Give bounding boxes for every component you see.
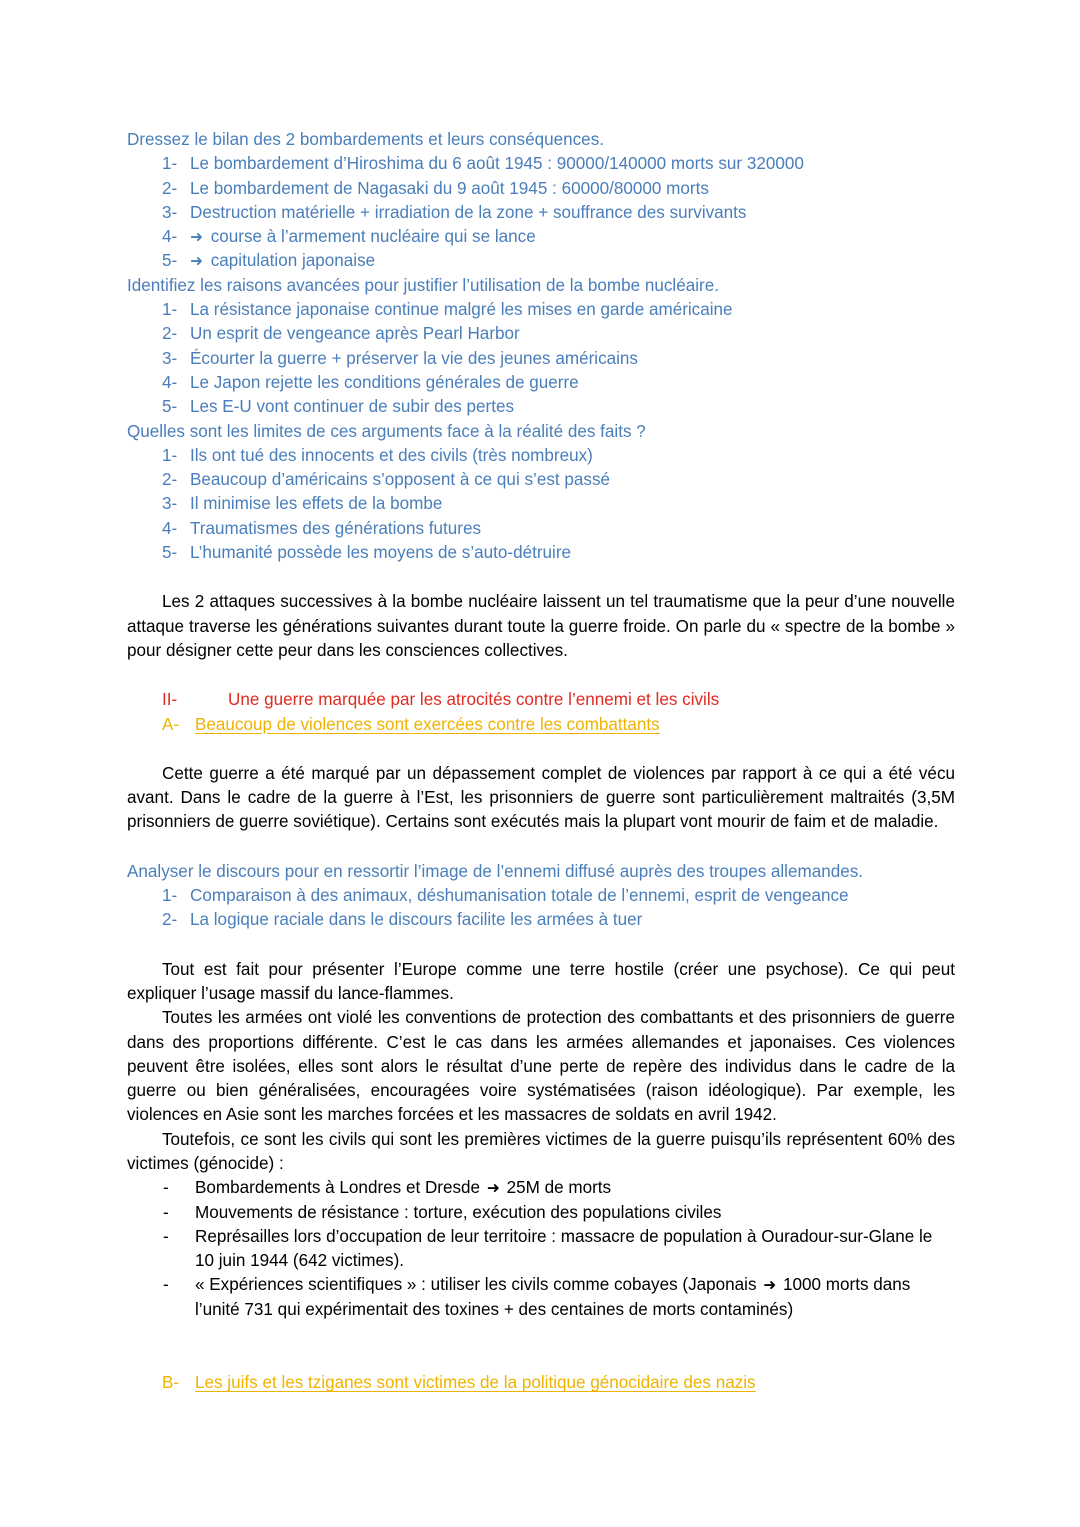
list-item [127, 884, 955, 908]
list-item-label: Traumatismes des générations futures [190, 518, 482, 538]
list-item-label: Beaucoup d’américains s’opposent à ce qui s’est passé [190, 470, 610, 490]
list-item-label: L’humanité possède les moyens de s’auto-détruire [190, 543, 572, 563]
prompt-question-1: Dressez le bilan des 2 bombardements et leurs conséquences. [127, 130, 604, 149]
arrow-right-icon: ➜ [190, 252, 203, 271]
civil-victims-list [127, 1176, 955, 1322]
list-marker: 5- [162, 543, 178, 563]
list-marker: 3- [162, 202, 178, 222]
list-marker: 4- [162, 227, 178, 247]
list-item [127, 177, 955, 201]
heading-section-2-number: II- [162, 690, 178, 710]
list-item-label: course à l’armement nucléaire qui se lance [210, 227, 536, 247]
paragraph-civils: Toutefois, ce sont les civils qui sont les premières victimes de la guerre puisqu’ils représentent 60% des victimes (génocide) : [127, 1129, 955, 1173]
list-marker: - [163, 1275, 169, 1295]
list-item-label: Le Japon rejette les conditions générales de guerre [190, 372, 579, 392]
list-item-label: Bombardements à Londres et Dresde [195, 1178, 481, 1198]
list-marker: 3- [162, 348, 178, 368]
paragraph-violences: Cette guerre a été marqué par un dépassement complet de violences par rapport à ce qui a été vécu avant. Dans le cadre de la guerre à l’Est, les prisonniers de guerre sont particulièrement maltraités (3,5M prisonniers de guerre soviétique). Certains sont exécutés mais la plupart vont mourir de faim et de maladie. [127, 763, 955, 832]
list-marker: 1- [162, 886, 178, 906]
prompt-question-4: Analyser le discours pour en ressortir l’image de l’ennemi diffusé auprès des troupes allemandes. [127, 861, 864, 881]
list-item [127, 468, 955, 492]
list-marker: 2- [162, 470, 178, 490]
arrow-right-icon: ➜ [763, 1276, 777, 1295]
list-item [127, 1176, 955, 1200]
list-item-label: « Expériences scientifiques » : utiliser les civils comme cobayes (Japonais [195, 1275, 757, 1295]
list-item-label: Comparaison à des animaux, déshumanisation totale de l’ennemi, esprit de vengeance [190, 886, 849, 906]
heading-subsection-b [127, 1371, 955, 1395]
list-item [127, 152, 955, 176]
list-item [127, 517, 955, 541]
list-item [127, 395, 955, 419]
list-marker: 3- [162, 494, 178, 514]
list-item-label: Destruction matérielle + irradiation de la zone + souffrance des survivants [190, 202, 747, 222]
heading-subsection-a-title: Beaucoup de violences sont exercées contre les combattants [195, 714, 660, 734]
list-item [127, 1201, 955, 1225]
list-marker: 5- [162, 251, 178, 271]
list-marker: 2- [162, 178, 178, 198]
heading-subsection-b-title: Les juifs et les tziganes sont victimes de la politique génocidaire des nazis [195, 1373, 756, 1393]
paragraph-spectre: Les 2 attaques successives à la bombe nucléaire laissent un tel traumatisme que la peur d’une nouvelle attaque traverse les générations suivantes durant toute la guerre froide. On parle du « spectre de la bombe » pour désigner cette peur dans les consciences collectives. [127, 592, 955, 660]
list-item-label: La logique raciale dans le discours facilite les armées à tuer [190, 910, 643, 930]
list-marker: 1- [162, 300, 178, 320]
list-item-label: Les E-U vont continuer de subir des pertes [190, 397, 515, 417]
list-item [127, 541, 955, 565]
spacer [127, 1322, 955, 1347]
list-marker: - [163, 1178, 169, 1198]
prompt-list-1 [127, 152, 955, 273]
list-item-label: Le bombardement de Nagasaki du 9 août 1945 : 60000/80000 morts [190, 178, 709, 198]
heading-subsection-a [127, 713, 955, 737]
spacer [127, 835, 955, 860]
heading-subsection-b-letter: B- [162, 1373, 180, 1393]
list-item-label: Mouvements de résistance : torture, exécution des populations civiles [195, 1202, 722, 1222]
prompt-question-2: Identifiez les raisons avancées pour justifier l’utilisation de la bombe nucléaire. [127, 275, 719, 295]
list-item [127, 1273, 955, 1322]
list-item-label: Représailles lors d’occupation de leur territoire : massacre de population à Ouradour-sur-Glane le 10 juin 1944 (642 victimes). [195, 1226, 933, 1271]
list-marker: 4- [162, 518, 178, 538]
heading-subsection-a-letter: A- [162, 714, 180, 734]
heading-section-2-title: Une guerre marquée par les atrocités contre l’ennemi et les civils [228, 690, 720, 710]
list-marker: 2- [162, 324, 178, 344]
list-item-label-tail: 25M de morts [506, 1178, 612, 1198]
list-item [127, 371, 955, 395]
list-marker: - [163, 1226, 169, 1246]
list-marker: 2- [162, 910, 178, 930]
prompt-list-2 [127, 298, 955, 419]
list-item [127, 492, 955, 516]
prompt-question-3: Quelles sont les limites de ces arguments face à la réalité des faits ? [127, 421, 646, 441]
list-item [127, 347, 955, 371]
spacer [127, 663, 955, 688]
list-item-label: Écourter la guerre + préserver la vie des jeunes américains [190, 348, 638, 368]
list-marker: 1- [162, 445, 178, 465]
arrow-right-icon: ➜ [486, 1179, 500, 1198]
spacer [127, 933, 955, 958]
list-item-label: capitulation japonaise [210, 251, 376, 271]
spacer [127, 565, 955, 590]
list-item-label-tail: 1000 morts dans l’unité 731 qui expérimentait des toxines + des centaines de morts contaminés) [195, 1275, 911, 1319]
list-item [127, 298, 955, 322]
list-item-label: Il minimise les effets de la bombe [190, 494, 443, 514]
list-item [127, 322, 955, 346]
prompt-list-3 [127, 444, 955, 565]
list-item [127, 201, 955, 225]
paragraph-conventions: Toutes les armées ont violé les conventions de protection des combattants et des prisonniers de guerre dans des proportions différente. C’est le cas dans les armées allemandes et japonaises. Ces violences peuvent être isolées, elles sont alors le résultat d’une perte de repère des individus dans le cadre de la guerre ou bien généralisées, encouragées voire systématisées (raison idéologique). Par exemple, les violences en Asie sont les marches forcées et les massacres de soldats en avril 1942. [127, 1008, 955, 1125]
list-item-label: Un esprit de vengeance après Pearl Harbor [190, 324, 520, 344]
list-item [127, 1225, 955, 1274]
list-marker: 1- [162, 154, 178, 174]
list-item [127, 444, 955, 468]
list-item-label: Ils ont tué des innocents et des civils (très nombreux) [190, 445, 593, 465]
spacer [127, 1347, 955, 1371]
list-item-label: Le bombardement d’Hiroshima du 6 août 1945 : 90000/140000 morts sur 320000 [190, 154, 804, 174]
list-marker: - [163, 1202, 169, 1222]
spacer [127, 737, 955, 762]
arrow-right-icon: ➜ [190, 228, 203, 247]
list-marker: 5- [162, 397, 178, 417]
heading-section-2 [127, 688, 955, 712]
list-item [127, 225, 955, 249]
paragraph-europe: Tout est fait pour présenter l’Europe comme une terre hostile (créer une psychose). Ce qui peut expliquer l’usage massif du lance-flammes. [127, 959, 955, 1003]
list-marker: 4- [162, 372, 178, 392]
list-item [127, 908, 955, 932]
prompt-list-4 [127, 884, 955, 933]
list-item-label: La résistance japonaise continue malgré les mises en garde américaine [190, 300, 733, 320]
list-item [127, 249, 955, 273]
